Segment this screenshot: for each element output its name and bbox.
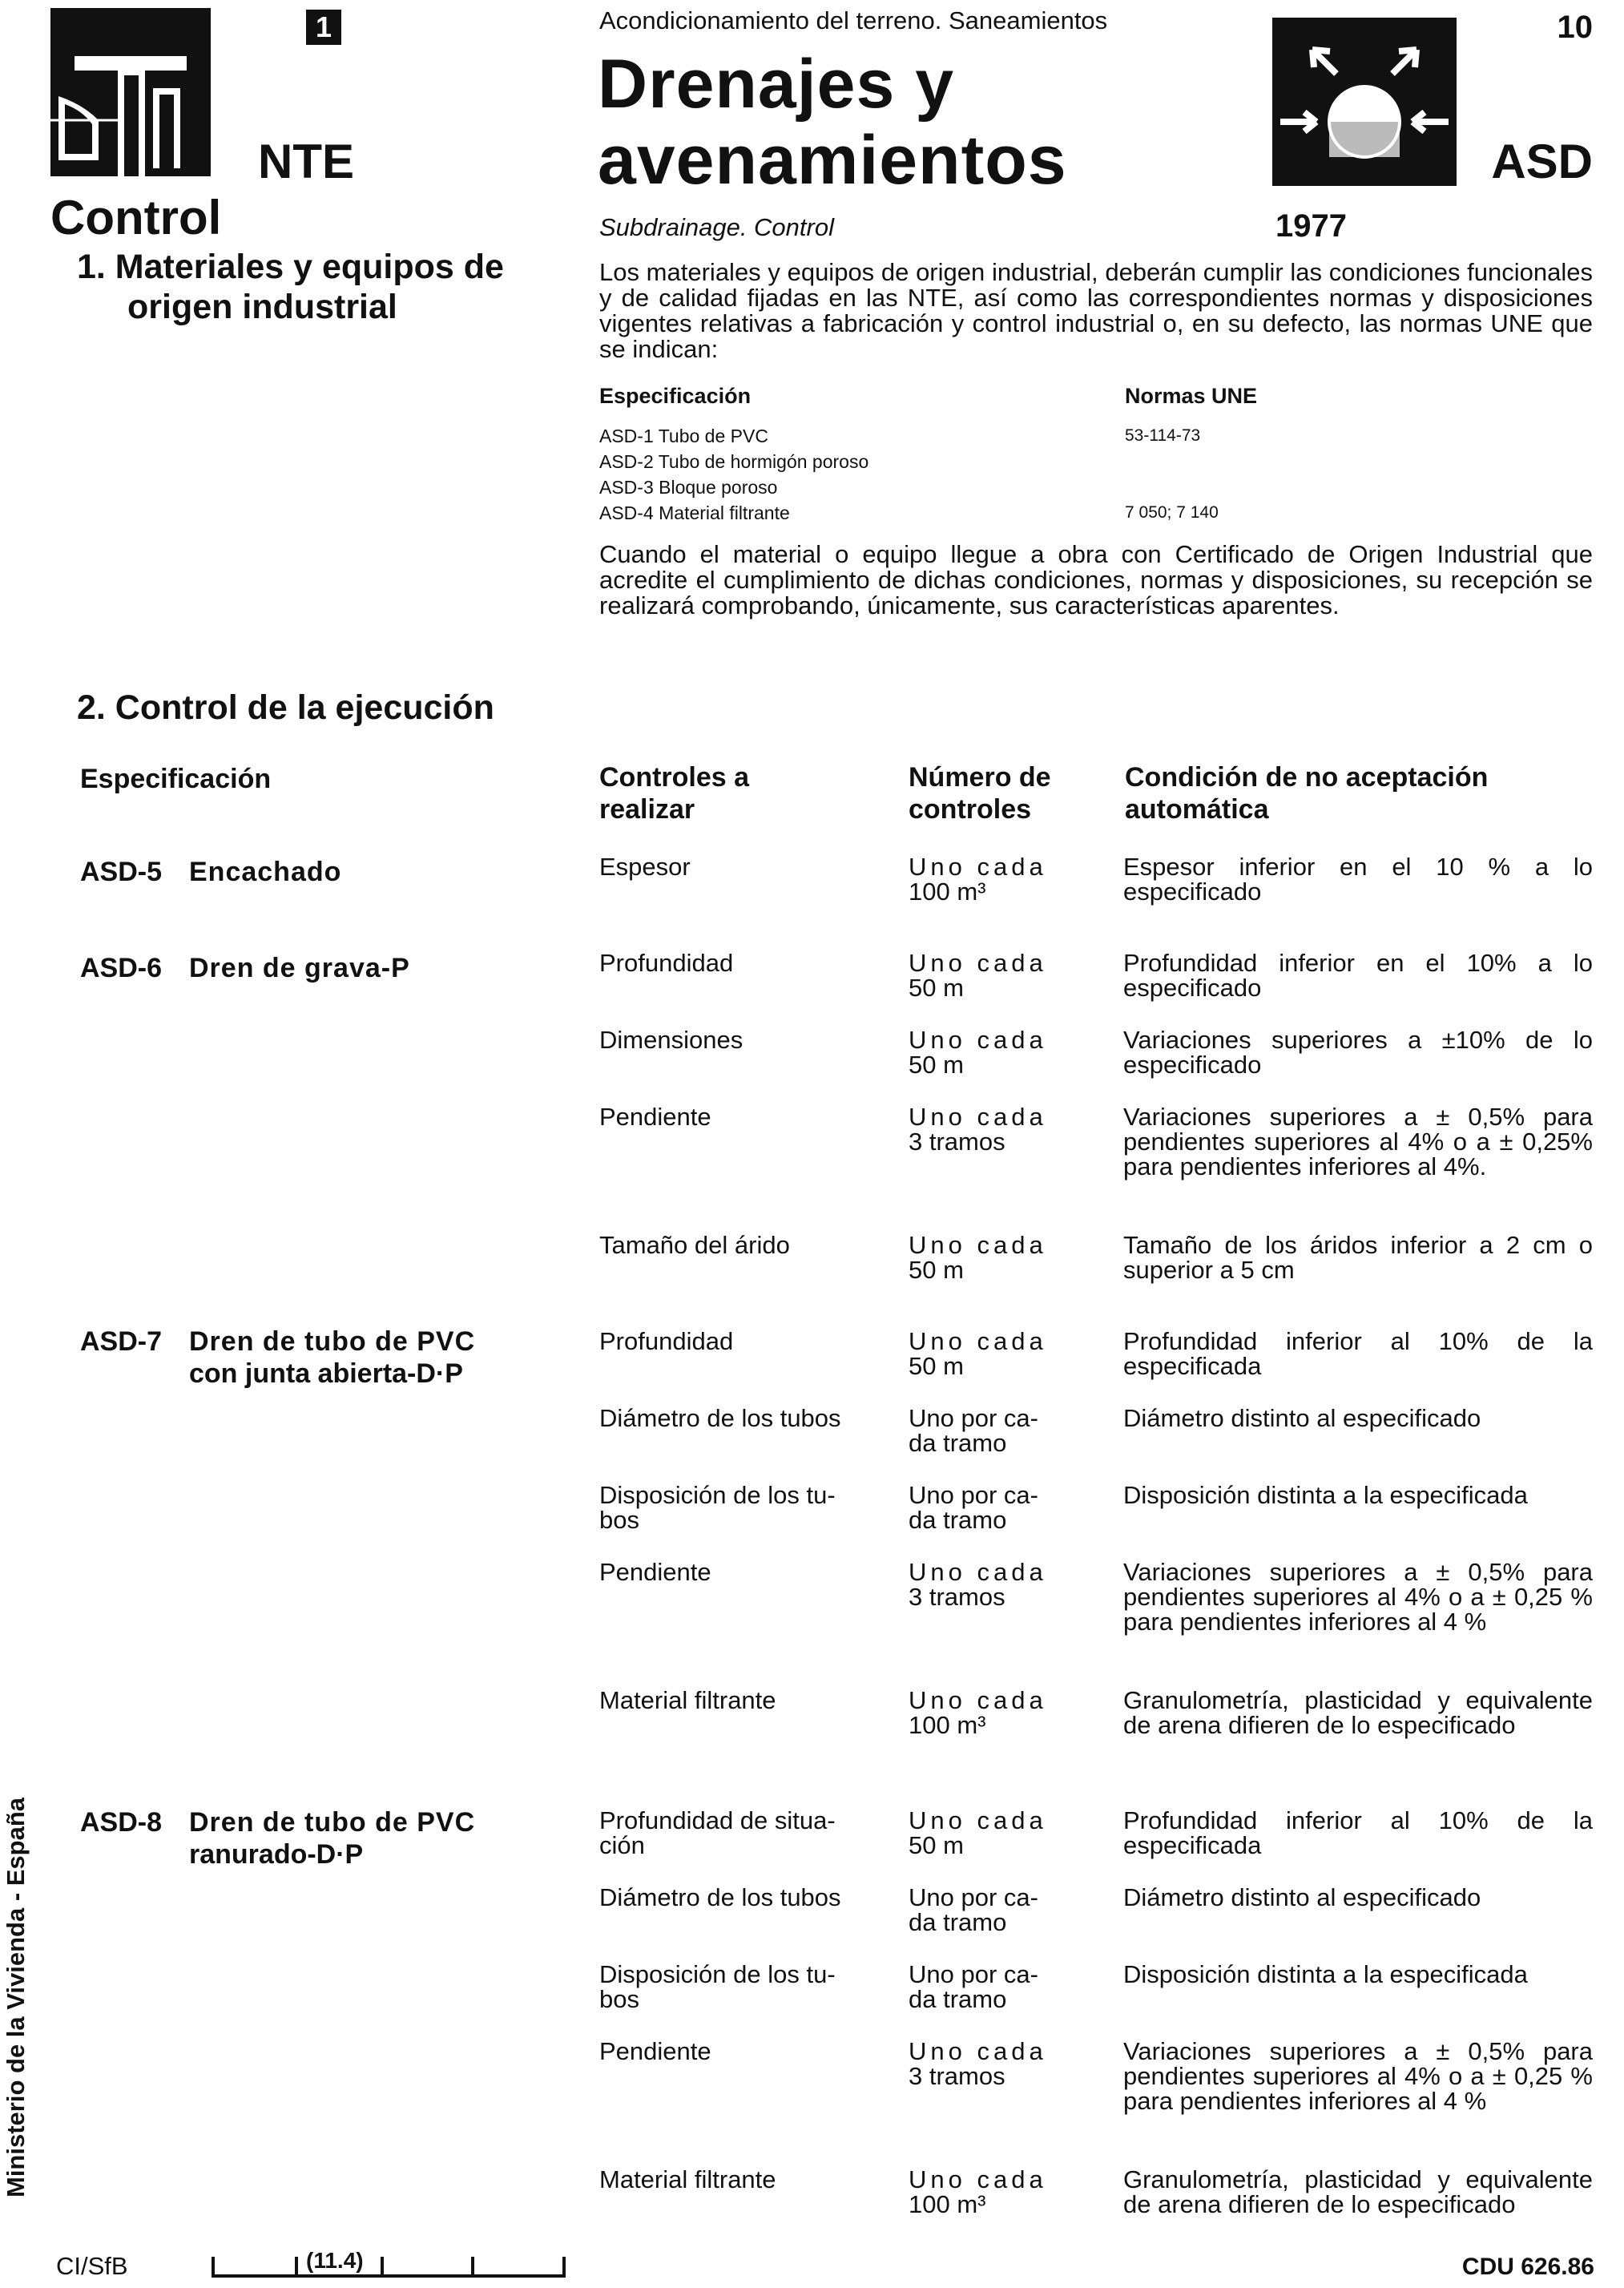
row-number-line: Uno cada [909,1231,1047,1259]
row-number [909,1483,1069,1532]
nte-logo [50,8,211,176]
row-control-line: Tamaño del árido [599,1231,790,1259]
row-number [909,1688,1069,1737]
row-control-line: Pendiente [599,1103,711,1131]
asd-logo [1272,18,1457,186]
row-number-line: da tramo [909,1908,1007,1936]
row-condition: Diámetro distinto al especificado [1123,1404,1481,1432]
row-control-line: ción [599,1831,645,1859]
section1-title-line1: 1. Materiales y equipos de [77,248,504,286]
row-control [599,1962,880,2012]
row-number-line: da tramo [909,1429,1007,1457]
row-number-line: 50 m [909,1831,964,1859]
col-condition-line1: Condición de no aceptación [1125,762,1489,793]
row-number-line: Uno por ca- [909,1404,1038,1432]
cdu-label: CDU 626.86 [1461,2254,1594,2280]
spec-group [80,952,545,984]
row-control [599,1406,880,1431]
row-control-line: Disposición de los tu- [599,1960,836,1988]
section1-intro: Los materiales y equipos de origen industrial, deberán cumplir las condiciones funcionales y de calidad fijadas en las NTE, así como las correspondientes normas y disposiciones vigentes relativas a fabricación y control industrial o, en su defecto, las normas UNE que se indican: [599,258,1593,363]
section1-item-spec: ASD-1 Tubo de PVC [599,426,768,446]
section1-title [77,247,550,327]
section1-item-spec: ASD-4 Material filtrante [599,502,790,523]
spec-group-code: ASD-5 [80,857,163,887]
row-condition: Variaciones superiores a ± 0,5% para pendientes superiores al 4% o a ± 0,25 % para pendientes inferiores al 4 % [1123,1558,1593,1636]
row-control-line: Profundidad de situa- [599,1806,836,1834]
row-control [599,1885,880,1910]
scale-label: (11.4) [306,2248,364,2273]
row-number-line: 50 m [909,1051,964,1079]
category: Acondicionamiento del terreno. Saneamientos [599,6,1108,34]
row-number [909,950,1069,1000]
spec-group-name-line2: ranurado-D·P [189,1839,364,1870]
row-number [909,1027,1069,1077]
row-number [909,1808,1069,1858]
title-line1: Drenajes y [598,46,955,123]
row-number [909,1104,1069,1154]
row-control-line: Espesor [599,853,691,881]
row-number-line: 3 tramos [909,2062,1005,2090]
row-control [599,1688,880,1713]
row-control-line: Diámetro de los tubos [599,1404,841,1432]
row-control [599,1808,880,1858]
row-control-line: Dimensiones [599,1026,743,1054]
row-number-line: 50 m [909,974,964,1002]
row-control-line: Disposición de los tu- [599,1481,836,1509]
row-control-line: Profundidad [599,949,734,977]
section1-closing: Cuando el material o equipo llegue a obra con Certificado de Origen Industrial que acredite el cumplimiento de dichas condiciones, normas y disposiciones, su recepción se realizará comprobando, únicamente, sus características aparentes. [599,540,1593,619]
row-condition: Disposición distinta a la especificada [1123,1960,1528,1988]
spec-group [80,1806,545,1870]
row-control [599,854,880,879]
spec-group-code: ASD-7 [80,1326,163,1357]
row-number [909,1560,1069,1609]
row-number-line: Uno cada [909,1026,1047,1054]
row-number-line: Uno por ca- [909,1481,1038,1509]
col-condition-line2: automática [1125,794,1269,825]
row-condition: Disposición distinta a la especificada [1123,1481,1528,1509]
row-condition: Granulometría, plasticidad y equivalente de arena difieren de lo especificado [1123,1686,1593,1739]
section1-item-spec: ASD-3 Bloque poroso [599,477,778,498]
row-control [599,1027,880,1052]
drainage-icon [1272,18,1457,186]
row-control [599,1329,880,1354]
row-control-line: Material filtrante [599,2165,776,2193]
spec-group-code: ASD-6 [80,953,163,983]
row-control [599,1483,880,1532]
row-number-line: Uno cada [909,1806,1047,1834]
row-condition: Granulometría, plasticidad y equivalente de arena difieren de lo especificado [1123,2165,1593,2218]
row-condition: Profundidad inferior al 10% de la especificada [1123,1806,1593,1859]
col-number-line1: Número de [909,762,1051,793]
spec-group [80,1326,545,1390]
logo-number-box [306,10,341,45]
row-control-line: Pendiente [599,2037,711,2065]
section1-item-row [599,449,1593,474]
year: 1977 [1275,208,1347,244]
section1-item-row [599,500,1593,526]
row-condition: Variaciones superiores a ±10% de lo especificado [1123,1026,1593,1079]
row-number-line: 100 m³ [909,878,986,906]
row-number-line: 50 m [909,1256,964,1284]
row-number-line: 100 m³ [909,1711,986,1739]
spec-group-code: ASD-8 [80,1807,163,1838]
sheet-number: 10 [1557,10,1593,45]
code-label: ASD [1491,135,1593,188]
spec-group-name-line2: con junta abierta-D·P [189,1358,463,1389]
row-control [599,2039,880,2064]
row-number-line: Uno cada [909,1558,1047,1586]
row-number [909,1233,1069,1282]
row-control-line: Pendiente [599,1558,711,1586]
row-control [599,1233,880,1257]
scale-ruler-icon [210,2250,570,2279]
section1-col-spec: Especificación [599,384,752,408]
spec-group-name-line1: Dren de tubo de PVC [189,1326,476,1357]
logo-number: 1 [315,10,332,43]
row-number-line: Uno cada [909,2037,1047,2065]
row-number [909,1329,1069,1378]
row-control [599,1104,880,1129]
section1-item-row [599,423,1593,449]
section1-items [599,423,1593,526]
section2-col-controls [599,761,749,825]
row-number-line: Uno cada [909,1327,1047,1355]
section2-col-condition [1125,761,1488,825]
section1-item-row [599,474,1593,500]
row-number [909,1406,1069,1455]
row-number-line: Uno por ca- [909,1883,1038,1911]
nte-logo-icon [50,8,211,176]
subtitle: Subdrainage. Control [599,213,834,241]
row-condition: Tamaño de los áridos inferior a 2 cm o superior a 5 cm [1123,1231,1593,1284]
row-control-line: Material filtrante [599,1686,776,1714]
col-number-line2: controles [909,794,1032,825]
section1-col-norm: Normas UNE [1125,384,1258,408]
control-label: Control [50,191,222,244]
spec-group-name-line1: Encachado [189,857,342,887]
spec-group-name-line1: Dren de tubo de PVC [189,1807,476,1838]
section2-col-spec: Especificación [80,764,272,794]
row-number-line: da tramo [909,1506,1007,1534]
row-number-line: Uno cada [909,853,1047,881]
row-condition: Espesor inferior en el 10 % a lo especificado [1123,853,1593,906]
section2-col-number [909,761,1051,825]
row-condition: Variaciones superiores a ± 0,5% para pendientes superiores al 4% o a ± 0,25% para pendientes inferiores al 4%. [1123,1103,1593,1180]
row-condition: Variaciones superiores a ± 0,5% para pendientes superiores al 4% o a ± 0,25 % para pendientes inferiores al 4 % [1123,2037,1593,2115]
row-number-line: Uno cada [909,949,1047,977]
row-number-line: Uno cada [909,2165,1047,2193]
row-number [909,2039,1069,2088]
cisfb-label: CI/SfB [56,2252,128,2280]
col-controls-line1: Controles a [599,762,750,793]
row-number-line: Uno por ca- [909,1960,1038,1988]
row-number [909,1962,1069,2012]
row-control-line: Diámetro de los tubos [599,1883,841,1911]
nte-label: NTE [258,135,354,188]
spec-group-name-line1: Dren de grava-P [189,953,410,983]
row-number [909,854,1069,904]
spec-group [80,856,545,888]
section1-title-line2: origen industrial [127,288,397,326]
row-number-line: 3 tramos [909,1583,1005,1611]
col-controls-line2: realizar [599,794,695,825]
section2-title: 2. Control de la ejecución [77,688,494,727]
row-control-line: bos [599,1985,639,2013]
side-text: Ministerio de la Vivienda - España [2,1797,30,2197]
section1-item-norm: 53-114-73 [1125,426,1201,445]
row-condition: Profundidad inferior en el 10% a lo especificado [1123,949,1593,1002]
row-control-line: Profundidad [599,1327,734,1355]
row-control [599,1560,880,1584]
row-condition: Diámetro distinto al especificado [1123,1883,1481,1911]
section1-item-norm: 7 050; 7 140 [1125,503,1219,522]
row-number-line: da tramo [909,1985,1007,2013]
title-line2: avenamientos [598,122,1067,199]
scale-bar [210,2250,570,2279]
row-number-line: 100 m³ [909,2190,986,2218]
row-condition: Profundidad inferior al 10% de la especificada [1123,1327,1593,1380]
row-number-line: 50 m [909,1352,964,1380]
row-number [909,2167,1069,2217]
row-number-line: 3 tramos [909,1128,1005,1156]
row-control-line: bos [599,1506,639,1534]
row-control [599,2167,880,2192]
row-control [599,950,880,975]
section1-item-spec: ASD-2 Tubo de hormigón poroso [599,451,869,472]
row-number-line: Uno cada [909,1686,1047,1714]
row-number [909,1885,1069,1935]
row-number-line: Uno cada [909,1103,1047,1131]
